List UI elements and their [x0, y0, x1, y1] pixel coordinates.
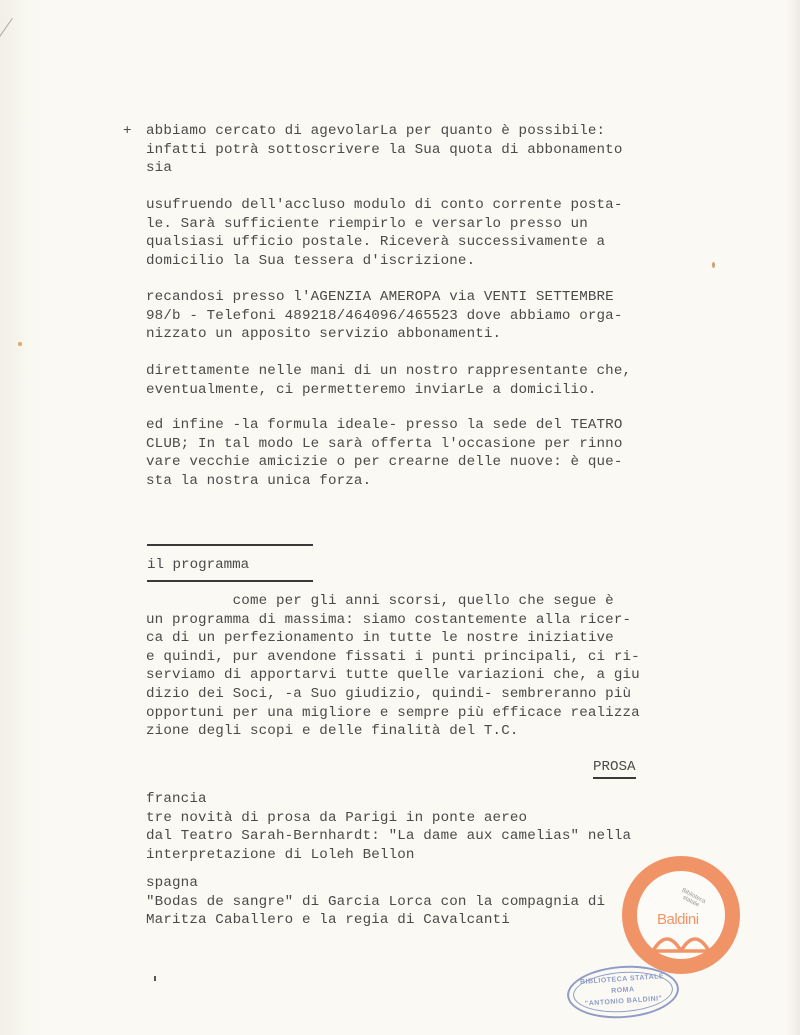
text-line: recandosi presso l'AGENZIA AMEROPA via VENTI SETTEMBRE: [146, 289, 614, 305]
text-line: dizio dei Soci, -a Suo giudizio, quindi- sembreranno più: [146, 685, 632, 702]
stamp-line-3: "ANTONIO BALDINI": [584, 995, 663, 1008]
paper-speck: [712, 262, 715, 268]
text-line: le. Sarà sufficiente riempirlo e versarlo presso un: [146, 215, 588, 232]
text-line: sta la nostra unica forza.: [146, 472, 372, 489]
scan-page-edge-left: [0, 0, 44, 1035]
section-heading-prosa: PROSA: [593, 758, 636, 779]
francia-paragraph: [146, 790, 631, 864]
text-line: "Bodas de sangre" di Garcia Lorca con la compagnia di: [146, 893, 606, 910]
heading-rule-top: [147, 544, 313, 546]
text-line: direttamente nelle mani di un nostro rappresentante che,: [146, 363, 632, 379]
text-line: ca di un perfezionamento in tutte le nostre iniziative: [146, 630, 614, 647]
stray-mark: [154, 976, 156, 981]
spagna-paragraph: [146, 874, 605, 930]
text-line: un programma di massima: siamo costantemente alla ricer-: [146, 611, 632, 628]
text-line: dal Teatro Sarah-Bernhardt: "La dame aux camelias" nella: [146, 828, 632, 845]
text-line: vare vecchie amicizie o per crearne delle nuove: è que-: [146, 454, 623, 471]
text-line: serviamo di apportarvi tutte quelle variazioni che, a giu: [146, 667, 640, 684]
text-line: e quindi, pur avendone fissati i punti principali, ci ri-: [146, 648, 640, 665]
text-line: Maritza Caballero e la regia di Cavalcanti: [146, 912, 510, 929]
heading-rule-bottom: [147, 580, 313, 582]
text-line: usufruendo dell'accluso modulo di conto corrente posta-: [146, 197, 623, 213]
option-club-paragraph: [146, 416, 623, 490]
text-line: infatti potrà sottoscrivere la Sua quota di abbonamento: [146, 141, 623, 158]
text-line: eventualmente, ci permetteremo inviarLe a domicilio.: [146, 381, 597, 398]
text-line: domicilio la Sua tessera d'iscrizione.: [146, 252, 476, 269]
text-line: zione degli scopi e delle finalità del T.C.: [146, 723, 519, 740]
paper-speck: [18, 342, 22, 346]
text-line: nizzato un apposito servizio abbonamenti.: [146, 326, 502, 343]
text-line: spagna: [146, 875, 198, 891]
text-line: 98/b - Telefoni 489218/464096/465523 dove abbiamo orga-: [146, 307, 623, 324]
book-arches-icon: [651, 929, 713, 953]
text-line: ed infine -la formula ideale- presso la sede del TEATRO: [146, 417, 623, 433]
section-heading-programma: il programma: [147, 557, 250, 573]
text-line: come per gli anni scorsi, quello che segue è: [146, 593, 614, 609]
text-line: CLUB; In tal modo Le sarà offerta l'occasione per rinno: [146, 435, 623, 452]
library-ownership-stamp: [565, 962, 680, 1022]
option-representative-paragraph: [146, 362, 631, 399]
logo-subtitle: Biblioteca statale: [680, 887, 707, 909]
baldini-library-watermark-logo: [622, 856, 740, 974]
text-line: francia: [146, 791, 207, 807]
text-line: abbiamo cercato di agevolarLa per quanto è possibile:: [146, 123, 606, 139]
logo-name: Baldini: [657, 911, 699, 928]
text-line: qualsiasi ufficio postale. Riceverà successivamente a: [146, 234, 606, 251]
bullet-marker: +: [123, 123, 132, 139]
text-line: opportuni per una migliore e sempre più efficace realizza: [146, 704, 640, 721]
stamp-line-1: BIBLIOTECA STATALE: [579, 973, 665, 986]
text-line: interpretazione di Loleh Bellon: [146, 846, 415, 863]
stamp-line-2: ROMA: [610, 986, 635, 995]
text-line: tre novità di prosa da Parigi in ponte aereo: [146, 809, 528, 826]
text-line: sia: [146, 160, 172, 177]
option-postal-paragraph: [146, 196, 623, 270]
option-agency-paragraph: [146, 288, 623, 344]
programma-paragraph: [146, 592, 640, 741]
intro-paragraph: [146, 122, 623, 178]
scan-page-edge-right: [786, 0, 800, 1035]
